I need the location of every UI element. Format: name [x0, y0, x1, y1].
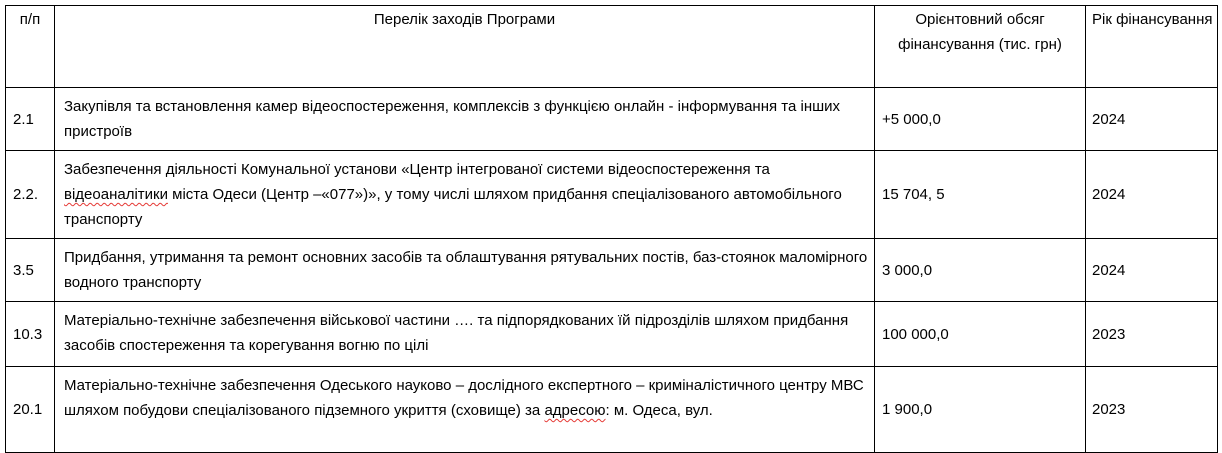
row-funding-year: 2024: [1086, 151, 1218, 239]
spellcheck-word: адресою: [544, 402, 606, 419]
row-number: 2.2.: [6, 151, 55, 239]
description-text: Придбання, утримання та ремонт основних засобів та облаштування рятувальних постів, баз-стоянок маломірного водного транспорту: [64, 249, 868, 291]
row-funding-amount: 100 000,0: [875, 302, 1086, 367]
row-funding-year: 2023: [1086, 302, 1218, 367]
header-funding-year: Рік фінансування: [1086, 6, 1218, 88]
table-row: [6, 88, 1218, 151]
header-measures: Перелік заходів Програми: [55, 6, 875, 88]
spellcheck-word: відеоаналітики: [64, 186, 168, 203]
row-funding-year: 2024: [1086, 88, 1218, 151]
description-text: Закупівля та встановлення камер відеоспостереження, комплексів з функцією онлайн - інформування та інших пристроїв: [64, 98, 841, 140]
header-row: [6, 6, 1218, 88]
row-funding-amount: 3 000,0: [875, 239, 1086, 302]
header-funding-amount: Орієнтовний обсяг фінансування (тис. грн): [875, 6, 1086, 88]
description-text: : м. Одеса, вул.: [605, 402, 713, 419]
row-number: 10.3: [6, 302, 55, 367]
table-row: [6, 151, 1218, 239]
row-funding-amount: +5 000,0: [875, 88, 1086, 151]
table-row: [6, 302, 1218, 367]
row-funding-amount: 1 900,0: [875, 367, 1086, 453]
description-text: Матеріально-технічне забезпечення Одеського науково – дослідного експертного – криміналістичного центру МВС шляхом побудови спеціалізованого підземного укриття (сховище) за: [64, 377, 864, 419]
row-number: 2.1: [6, 88, 55, 151]
row-description: [55, 302, 875, 367]
row-description: [55, 239, 875, 302]
row-funding-year: 2023: [1086, 367, 1218, 453]
description-text: Забезпечення діяльності Комунальної установи «Центр інтегрованої системи відеоспостереження та: [64, 161, 770, 178]
row-funding-year: 2024: [1086, 239, 1218, 302]
table-row: [6, 239, 1218, 302]
row-description: [55, 151, 875, 239]
table-row: [6, 367, 1218, 453]
row-number: 3.5: [6, 239, 55, 302]
row-funding-amount: 15 704, 5: [875, 151, 1086, 239]
header-number: п/п: [6, 6, 55, 88]
row-description: [55, 88, 875, 151]
row-number: 20.1: [6, 367, 55, 453]
description-text: Матеріально-технічне забезпечення військової частини …. та підпорядкованих їй підрозділів шляхом придбання засобів спостереження та корегування вогню по цілі: [64, 312, 849, 354]
program-measures-table: [5, 5, 1218, 453]
description-text: міста Одеси (Центр –«077»)», у тому числі шляхом придбання спеціалізованого автомобільного транспорту: [64, 186, 842, 228]
row-description: [55, 367, 875, 453]
